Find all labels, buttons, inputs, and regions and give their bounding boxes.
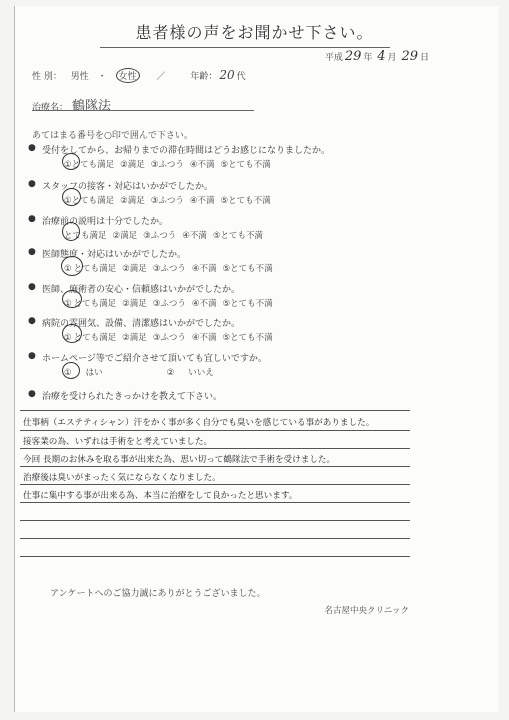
title-underline [100,47,390,48]
comment-prompt [28,389,223,402]
age-label: 年齢： [190,72,218,82]
bullet-icon: ● [28,179,36,189]
thank-you-text: アンケートへのご協力誠にありがとうございました。 [50,589,266,599]
option-5[interactable]: ⑤とても不満 [222,264,273,274]
comment-line [20,502,410,503]
question-text: ホームページ等でご紹介させて頂いても宜しいですか。 [42,354,267,364]
question-text: 治療を受けられたきっかけを教えて下さい。 [42,392,223,402]
option-2[interactable]: ②満足 [112,231,138,241]
option-3[interactable]: ③ふつう [143,231,177,241]
comment-line [20,448,410,449]
question-text: 医師態度・対応はいかがでしたか。 [42,250,187,260]
comment-line [20,538,410,539]
option-2[interactable]: ②満足 [120,196,145,206]
option-1-number[interactable]: ① [64,333,72,343]
option-5[interactable]: ⑤とても不満 [222,299,273,309]
treatment-label: 治療名： [32,103,69,113]
treatment-field [32,95,111,114]
treatment-underline [32,110,254,111]
option-4[interactable]: ④不満 [191,333,217,343]
option-1-number[interactable]: ① [64,264,72,274]
answer-circle-mark [62,324,82,343]
answer-options [64,158,330,170]
option-yes-number[interactable]: ① [64,368,72,378]
answer-options [64,262,279,274]
option-1[interactable]: とても満足 [73,264,117,274]
bullet-icon: ● [28,316,36,326]
age-value: 20 [219,68,235,82]
option-1[interactable]: ①とても満足 [64,160,115,170]
option-3[interactable]: ③ふつう [152,333,186,343]
option-1[interactable]: とても満足 [64,231,107,241]
option-1[interactable]: とても満足 [73,299,117,309]
bullet-icon: ● [28,351,36,361]
comment-text: 今回 長期のお休みを取る事が出来た為、思い切って鶴隊法で手術を受けました。 [23,455,336,465]
gender-male-option[interactable]: 男性 [70,72,89,82]
answer-options [64,297,279,309]
option-1-number[interactable]: ① [64,299,72,309]
option-no-number[interactable]: ② [166,368,175,378]
answer-circle-mark [62,153,80,170]
year-value: 29 [344,49,362,64]
era-label: 平成 [324,53,343,63]
option-2[interactable]: ②満足 [122,333,147,343]
question-text: 治療前の説明は十分でしたか。 [42,217,169,227]
option-3[interactable]: ③ふつう [150,196,184,206]
answer-circle-mark [61,256,83,276]
comment-text: 仕事柄（エステティシャン）汗をかく事が多く自分でも臭いを感じている事がありました。 [23,418,375,428]
option-5[interactable]: ⑤とても不満 [212,231,264,241]
month-unit: 月 [387,53,397,63]
answer-circle-mark [62,290,82,308]
question-1 [28,143,331,170]
year-unit: 年 [363,53,373,63]
option-yes[interactable]: はい [85,368,103,378]
option-4[interactable]: ④不満 [182,231,207,241]
date-field [325,49,429,64]
day-unit: 日 [419,53,429,63]
comment-text: 仕事に集中する事が出来る為、本当に治療をして良かったと思います。 [23,491,298,501]
question-text: 医師、施術者の安心・信頼感はいかがでしたか。 [42,285,241,295]
comment-line [20,520,410,521]
bullet-icon: ● [28,247,36,257]
treatment-value: 鶴隊法 [72,99,112,114]
comment-line [20,484,410,485]
comment-line [20,556,410,557]
bullet-icon: ● [28,282,36,292]
option-3[interactable]: ③ふつう [150,160,184,170]
answer-options [64,366,267,378]
respondent-info [32,68,252,83]
gender-separator: ・ [97,72,107,82]
age-unit: 代 [236,72,246,82]
option-2[interactable]: ②満足 [120,160,145,170]
comment-line [20,466,410,467]
option-2[interactable]: ②満足 [122,299,147,309]
question-text: スタッフの接客・対応はいかがでしたか。 [42,182,214,192]
comment-area[interactable] [20,410,410,558]
comment-text: 治療後は臭いがまったく気にならなくなりました。 [23,473,221,483]
answer-circle-mark [62,362,80,379]
option-5[interactable]: ⑤とても不満 [220,196,271,206]
option-5[interactable]: ⑤とても不満 [220,160,271,170]
option-2[interactable]: ②満足 [122,264,147,274]
option-4[interactable]: ④不満 [191,299,217,309]
month-value: 4 [377,49,386,64]
option-no[interactable]: いいえ [188,368,214,378]
option-3[interactable]: ③ふつう [152,299,186,309]
answer-circle-mark [62,188,81,206]
page-title: 患者様の声をお聞かせ下さい。 [135,23,374,42]
gender-female-option[interactable]: 女性 [116,68,140,83]
instruction-text: あてはまる番号を○印で囲んで下さい。 [32,131,193,141]
bullet-icon: ● [28,143,36,153]
clinic-name: 名古屋中央クリニック [324,606,409,616]
bullet-icon: ● [28,389,36,399]
comment-line [20,430,410,431]
option-4[interactable]: ④不満 [189,196,215,206]
option-4[interactable]: ④不満 [189,160,215,170]
bullet-icon: ● [28,214,36,224]
comment-line [20,410,410,411]
option-1[interactable]: ①とても満足 [64,196,115,206]
answer-options [64,229,269,241]
gender-label: 性 別： [32,72,62,82]
option-4[interactable]: ④不満 [191,264,217,274]
question-text: 受付をしてから、お帰りまでの滞在時間はどうお感じになりましたか。 [42,146,331,156]
answer-circle-mark [62,222,80,241]
day-value: 29 [401,49,418,64]
option-5[interactable]: ⑤とても不満 [222,333,273,343]
answer-options [64,331,279,343]
info-divider: ／ [156,72,166,82]
question-text: 病院の雰囲気、設備、清潔感はいかがでしたか。 [42,319,241,329]
option-1[interactable]: とても満足 [73,333,117,343]
answer-options [64,194,277,206]
comment-text: 接客業の為、いずれは手術をと考えていました。 [23,437,213,447]
option-3[interactable]: ③ふつう [152,264,186,274]
